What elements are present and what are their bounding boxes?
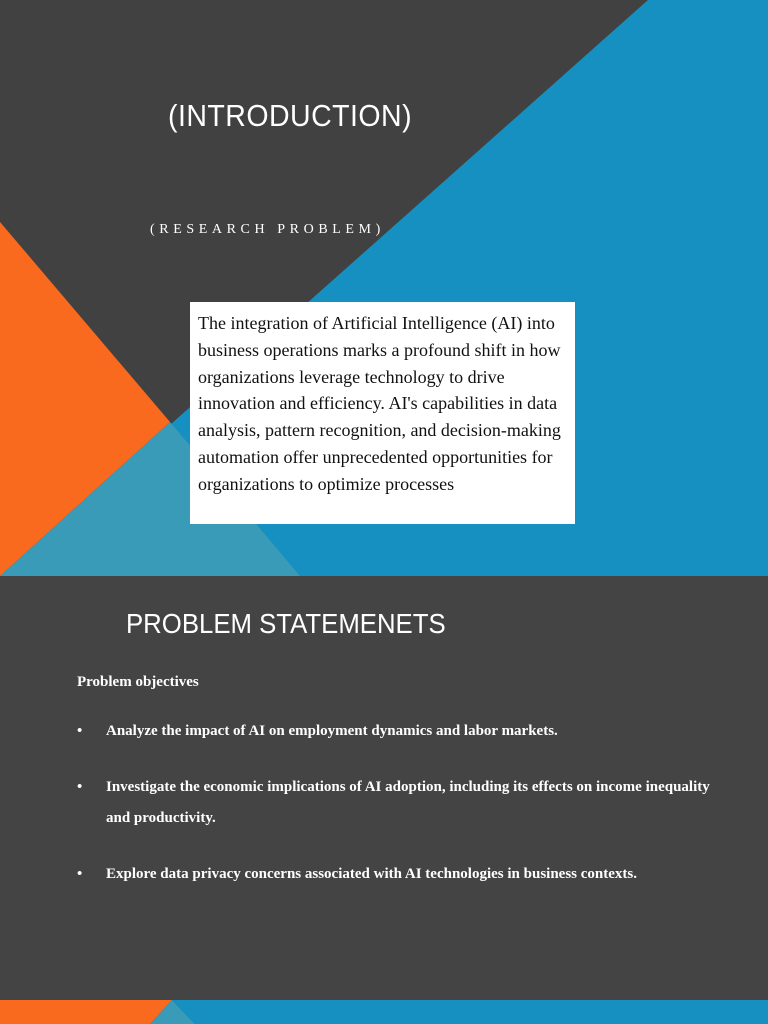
slide3-background-shapes <box>0 1000 768 1024</box>
objectives-list <box>77 716 717 914</box>
slide1-subtitle: (RESEARCH PROBLEM) <box>150 222 385 237</box>
objective-text: Investigate the economic implications of AI adoption, including its effects on income inequality and productivity. <box>106 778 710 826</box>
intro-text-box <box>190 302 575 524</box>
bullet-icon: • <box>77 865 83 882</box>
orange-strip <box>0 1000 172 1024</box>
slide-next-partial <box>0 1000 768 1024</box>
objective-text: Analyze the impact of AI on employment dynamics and labor markets. <box>106 723 558 739</box>
problem-objectives-heading: Problem objectives <box>77 674 199 690</box>
list-item <box>77 859 717 891</box>
list-item <box>77 716 717 748</box>
list-item <box>77 772 717 835</box>
objective-text: Explore data privacy concerns associated with AI technologies in business contexts. <box>106 865 637 882</box>
slide2-title: PROBLEM STATEMENETS <box>126 608 446 639</box>
slide1-title: (INTRODUCTION) <box>168 98 413 133</box>
intro-body-text: The integration of Artificial Intelligence (AI) into business operations marks a profound shift in how organizations leverage technology to drive innovation and efficiency. AI's capabilities in data analysis, pattern recognition, and decision-making automation offer unprecedented opportunities for organizations to optimize processes <box>198 313 561 494</box>
slide-problem-statements <box>0 576 768 1000</box>
bullet-icon: • <box>77 723 83 739</box>
bullet-icon: • <box>77 778 83 795</box>
blue-strip <box>172 1000 768 1024</box>
